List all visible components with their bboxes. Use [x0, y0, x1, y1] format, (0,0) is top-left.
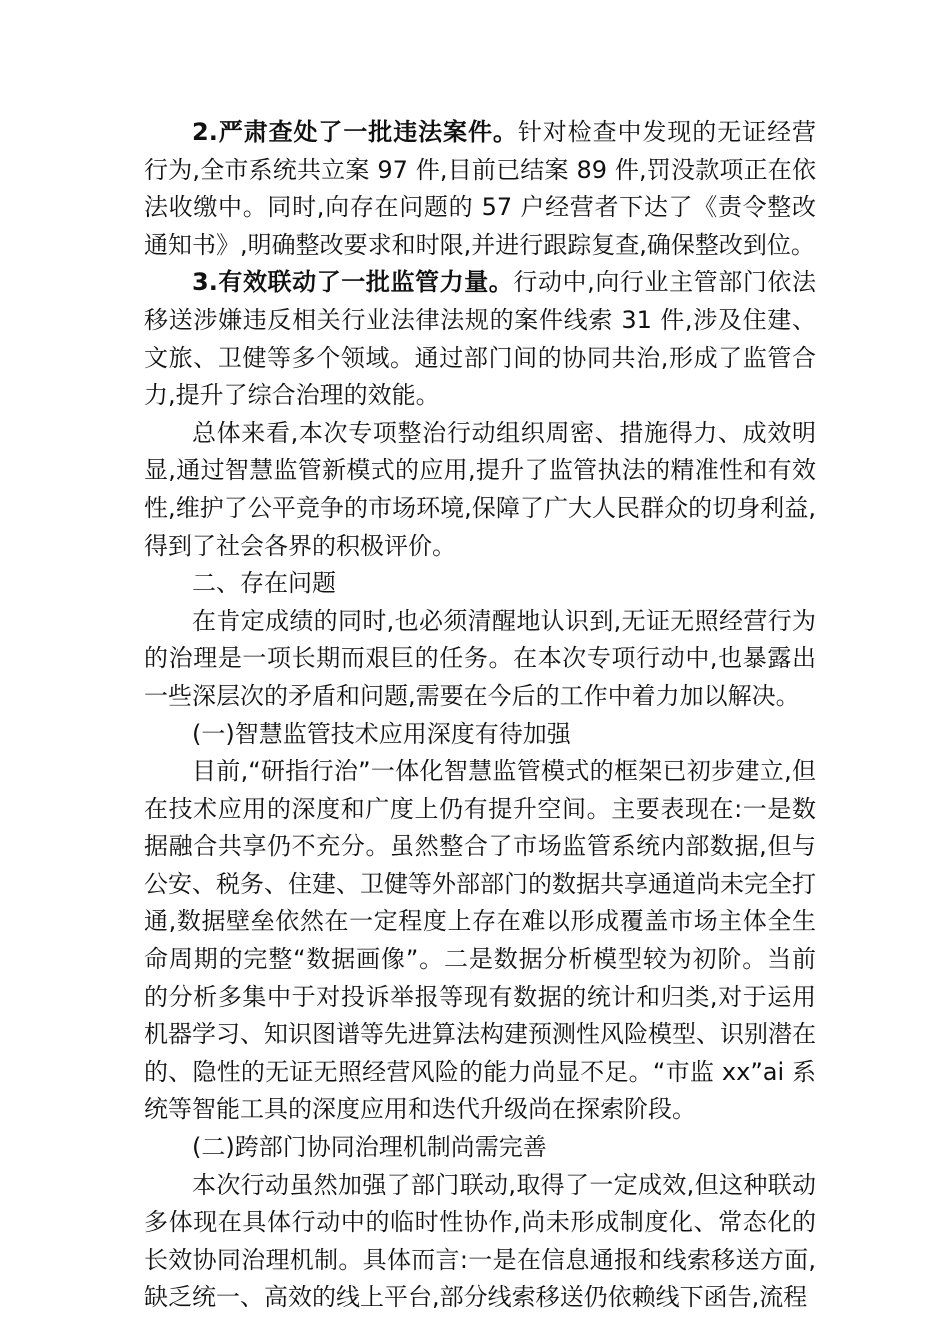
paragraph-text: 行动中,向行业主管部门依法移送涉嫌违反相关行业法律法规的案件线索 31 件,涉及住建、文旅、卫健等多个领域。通过部门间的协同共治,形成了监管合力,提升了综合治理的效能。	[144, 268, 816, 410]
paragraph-lead: 2.严肃查处了一批违法案件。	[192, 118, 518, 146]
paragraph-problems-intro: 在肯定成绩的同时,也必须清醒地认识到,无证无照经营行为的治理是一项长期而艰巨的任务。在本次专项行动中,也暴露出一些深层次的矛盾和问题,需要在今后的工作中着力加以解决。	[144, 606, 816, 710]
paragraph-lead: 3.有效联动了一批监管力量。	[192, 268, 514, 297]
document-body	[144, 114, 816, 1317]
paragraph-case-handling	[144, 114, 816, 264]
subheading-smart-supervision: (一)智慧监管技术应用深度有待加强	[192, 719, 571, 748]
subheading-cross-department: (二)跨部门协同治理机制尚需完善	[192, 1133, 547, 1162]
paragraph-text: 针对检查中发现的无证经营行为,全市系统共立案 97 件,目前已结案 89 件,罚没款项正在依法收缴中。同时,向存在问题的 57 户经营者下达了《责令整改通知书》,明确整改要求和时限,并进行跟踪复查,确保整改到位。	[144, 118, 816, 259]
paragraph-cross-department: 本次行动虽然加强了部门联动,取得了一定成效,但这种联动多体现在具体行动中的临时性协作,尚未形成制度化、常态化的长效协同治理机制。具体而言:一是在信息通报和线索移送方面,缺乏统一、高效的线上平台,部分线索移送仍依赖线下函告,流程	[144, 1170, 816, 1312]
paragraph-summary: 总体来看,本次专项整治行动组织周密、措施得力、成效明显,通过智慧监管新模式的应用,提升了监管执法的精准性和有效性,维护了公平竞争的市场环境,保障了广大人民群众的切身利益,得到了社会各界的积极评价。	[144, 418, 816, 560]
paragraph-regulatory-linkage	[144, 264, 816, 414]
section-heading-problems: 二、存在问题	[192, 569, 336, 598]
paragraph-smart-supervision: 目前,“研指行治”一体化智慧监管模式的框架已初步建立,但在技术应用的深度和广度上仍有提升空间。主要表现在:一是数据融合共享仍不充分。虽然整合了市场监管系统内部数据,但与公安、税务、住建、卫健等外部部门的数据共享通道尚未完全打通,数据壁垒依然在一定程度上存在难以形成覆盖市场主体全生命周期的完整“数据画像”。二是数据分析模型较为初阶。当前的分析多集中于对投诉举报等现有数据的统计和归类,对于运用机器学习、知识图谱等先进算法构建预测性风险模型、识别潜在的、隐性的无证无照经营风险的能力尚显不足。“市监 xx”ai 系统等智能工具的深度应用和迭代升级尚在探索阶段。	[144, 757, 816, 1124]
